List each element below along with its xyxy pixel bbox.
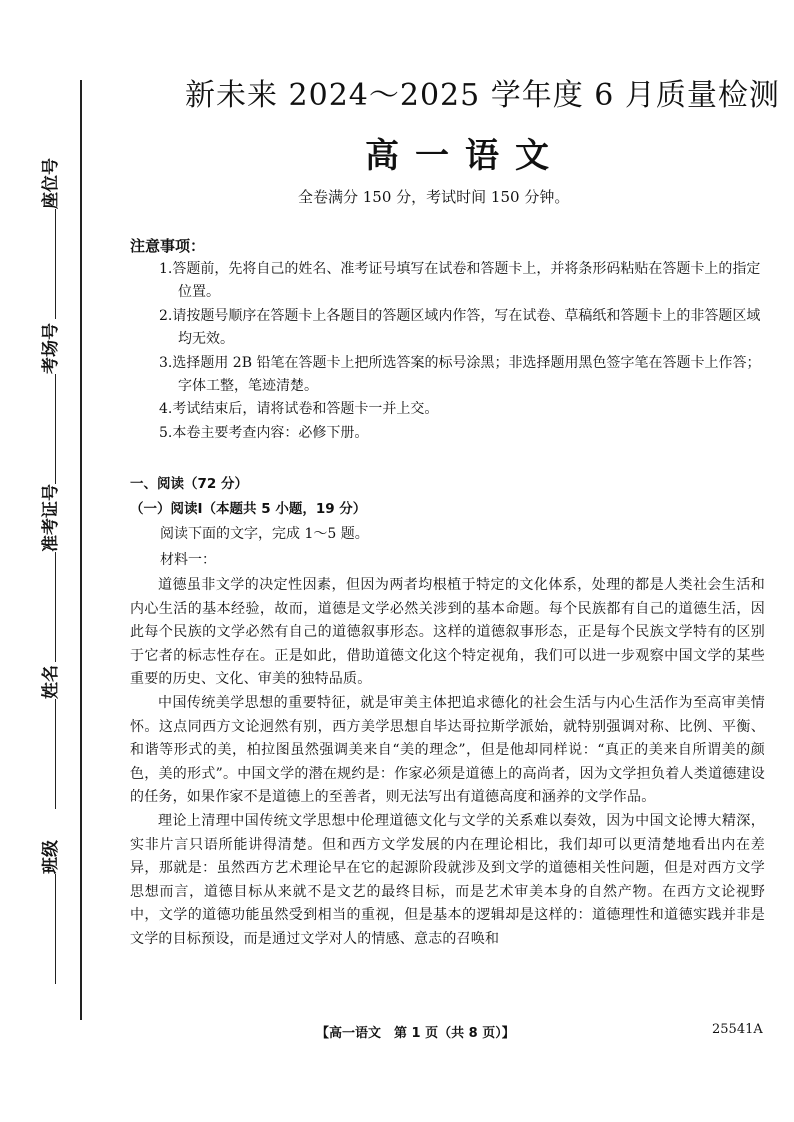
notice-item: 4.考试结束后，请将试卷和答题卡一并上交。 <box>159 401 439 418</box>
passage-paragraph: 中国传统美学思想的重要特征，就是审美主体把追求德化的社会生活与内心生活作为至高审美情怀。这点同西方文论迥然有别，西方美学思想自毕达哥拉斯学派始，就特别强调对称、比例、平衡、和谐等形式的美，柏拉图虽然强调美来自“美的理念”，但是他却同样说：“真正的美来自所谓美的颜色，美的形式”。中国文学的潜在规约是：作家必须是道德上的高尚者，因为文学担负着人类道德建设的任务，如果作家不是道德上的至善者，则无法写出有道德高度和涵养的文学作品。 <box>130 694 765 806</box>
exam-room-field[interactable] <box>36 323 61 490</box>
page-info: 【高一语文 第 1 页（共 8 页）】 <box>316 1026 515 1041</box>
class-field[interactable] <box>36 840 61 990</box>
notice-item: 3.选择题用 2B 铅笔在答题卡上把所选答案的标号涂黑；非选择题用黑色签字笔在答题卡上作答；字体工整，笔迹清楚。 <box>159 354 761 395</box>
score-info: 全卷满分 150 分，考试时间 150 分钟。 <box>298 188 570 206</box>
seat-number-label: 座位号 <box>41 158 61 209</box>
material-label: 材料一： <box>160 552 216 568</box>
name-label: 姓名 <box>41 665 61 699</box>
binding-margin <box>0 0 90 1122</box>
notice-list <box>159 258 769 445</box>
name-field[interactable] <box>36 665 61 815</box>
name-blank[interactable] <box>41 699 56 809</box>
seat-number-field[interactable] <box>36 158 61 325</box>
exam-room-label: 考场号 <box>41 323 61 374</box>
ticket-number-field[interactable] <box>36 484 61 668</box>
notice-item: 2.请按题号顺序在答题卡上各题目的答题区域内作答，写在试卷、草稿纸和答题卡上的非答题区域均无效。 <box>159 307 761 348</box>
section-heading: 一、阅读（72 分） <box>130 476 248 492</box>
exam-title: 新未来 2024～2025 学年度 6 月质量检测 <box>185 78 780 113</box>
subsection-heading: （一）阅读Ⅰ（本题共 5 小题，19 分） <box>130 501 367 517</box>
subject-title: 高一语文 <box>365 136 565 176</box>
notice-heading: 注意事项： <box>130 237 206 255</box>
ticket-number-blank[interactable] <box>41 552 56 662</box>
passage-paragraph: 道德虽非文学的决定性因素，但因为两者均根植于特定的文化体系，处理的都是人类社会生活和内心生活的基本经验，故而，道德是文学必然关涉到的基本命题。每个民族都有自己的道德生活，因此每个民族的文学必然有自己的道德叙事形态。这样的道德叙事形态，正是每个民族文学特有的区别于它者的标志性存在。正是如此，借助道德文化这个特定视角，我们可以进一步观察中国文学的某些重要的历史、文化、审美的独特品质。 <box>130 577 765 688</box>
seat-number-blank[interactable] <box>41 209 56 319</box>
exam-room-blank[interactable] <box>41 374 56 484</box>
class-label: 班级 <box>41 840 61 874</box>
binding-line <box>80 80 82 1020</box>
notice-item: 1.答题前，先将自己的姓名、准考证号填写在试卷和答题卡上，并将条形码粘贴在答题卡上的指定位置。 <box>159 261 761 301</box>
paper-code: 25541A <box>712 1022 763 1037</box>
passage-paragraph: 理论上清理中国传统文学思想中伦理道德文化与文学的关系难以奏效，因为中国文论博大精深，实非片言只语所能讲得清楚。但和西方文学发展的内在理论相比，我们却可以更清楚地看出内在差异，那就是：虽然西方艺术理论早在它的起源阶段就涉及到文学的道德相关性问题，但是对西方文学思想而言，道德目标从来就不是文艺的最终目标，而是艺术审美本身的自然产物。在西方文论视野中，文学的道德功能虽然受到相当的重视，但是基本的逻辑却是这样的：道德理性和道德实践并非是文学的目标预设，而是通过文学对人的情感、意志的召唤和 <box>130 812 765 947</box>
reading-passage <box>130 574 765 952</box>
ticket-number-label: 准考证号 <box>41 484 61 552</box>
class-blank[interactable] <box>41 874 56 984</box>
reading-instruction: 阅读下面的文字，完成 1～5 题。 <box>160 526 369 542</box>
notice-item: 5.本卷主要考查内容：必修下册。 <box>159 424 369 441</box>
page-footer <box>0 1022 794 1044</box>
